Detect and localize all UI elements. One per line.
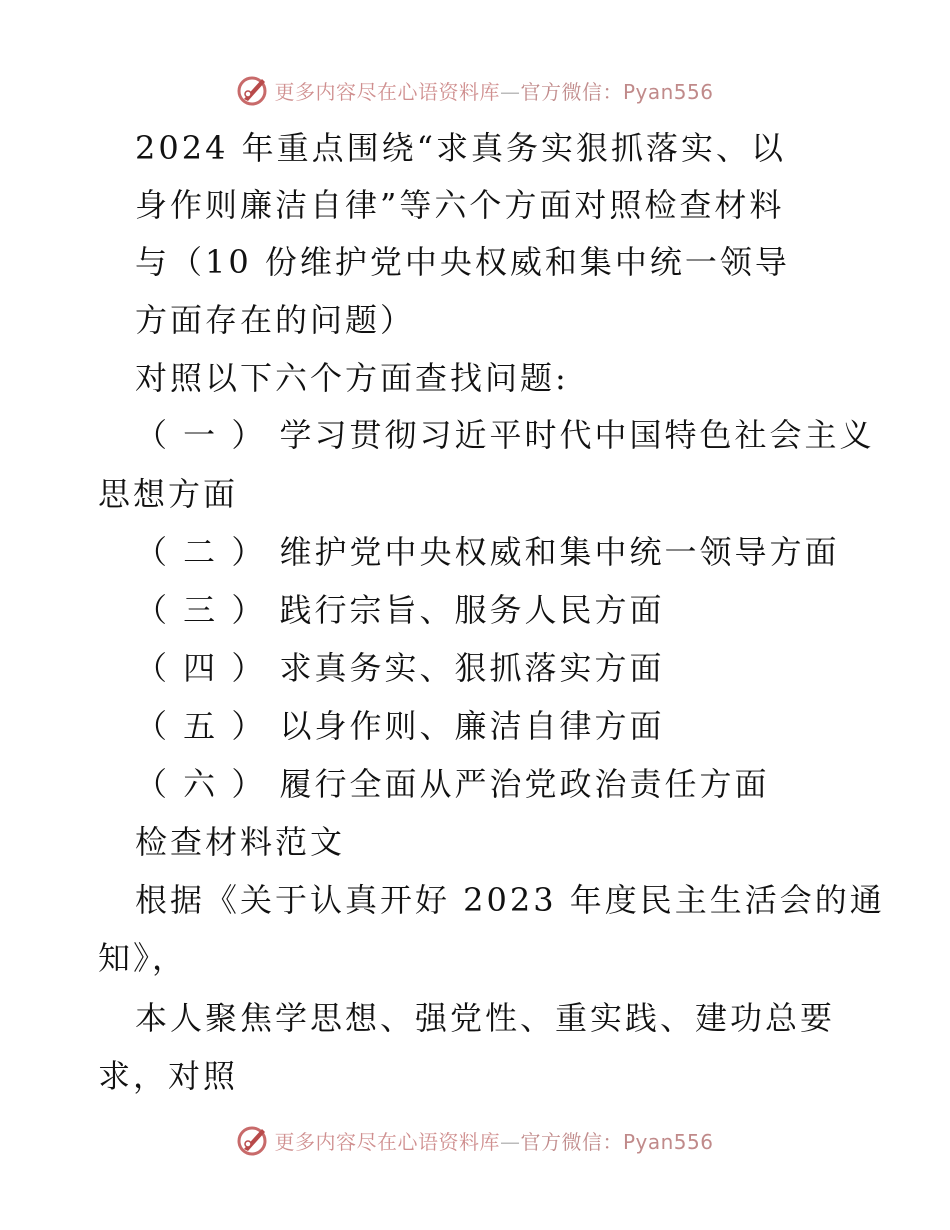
- title-line-2: 身作则廉洁自律”等六个方面对照检查材料: [135, 186, 785, 224]
- watermark-text: [274, 76, 713, 105]
- title-line-4: 方面存在的问题）: [135, 301, 416, 339]
- item-1-line-1: （ 一 ） 学习贯彻习近平时代中国特色社会主义: [135, 416, 875, 454]
- quill-logo-icon: [236, 1123, 270, 1157]
- footer-watermark: [0, 1120, 950, 1160]
- paragraph-1-line-1: 根据《关于认真开好 2023 年度民主生活会的通: [135, 881, 885, 919]
- paragraph-2-line-1: 本人聚焦学思想、强党性、重实践、建功总要: [135, 999, 836, 1037]
- item-5: （ 五 ） 以身作则、廉洁自律方面: [135, 707, 665, 745]
- watermark-text: [274, 1126, 713, 1155]
- item-1-line-2: 思想方面: [98, 475, 239, 513]
- watermark-main: 更多内容尽在心语资料库: [274, 1129, 500, 1154]
- header-watermark: [0, 70, 950, 110]
- watermark-account: 官方微信：Pyan556: [520, 1129, 714, 1154]
- watermark-separator: —: [499, 1129, 521, 1154]
- paragraph-1-line-2: 知》，: [98, 939, 188, 977]
- item-2: （ 二 ） 维护党中央权威和集中统一领导方面: [135, 533, 840, 571]
- title-line-1: 2024 年重点围绕“求真务实狠抓落实、以: [135, 129, 786, 167]
- item-3: （ 三 ） 践行宗旨、服务人民方面: [135, 591, 665, 629]
- watermark-main: 更多内容尽在心语资料库: [274, 79, 500, 104]
- item-6: （ 六 ） 履行全面从严治党政治责任方面: [135, 765, 770, 803]
- watermark-account: 官方微信：Pyan556: [520, 79, 714, 104]
- title-line-3: 与（10 份维护党中央权威和集中统一领导: [135, 243, 790, 281]
- intro-line: 对照以下六个方面查找问题:: [135, 359, 569, 397]
- paragraph-2-line-2: 求，对照: [98, 1057, 239, 1095]
- quill-logo-icon: [236, 73, 270, 107]
- section-heading: 检查材料范文: [135, 823, 346, 861]
- item-4: （ 四 ） 求真务实、狠抓落实方面: [135, 649, 665, 687]
- watermark-separator: —: [499, 79, 521, 104]
